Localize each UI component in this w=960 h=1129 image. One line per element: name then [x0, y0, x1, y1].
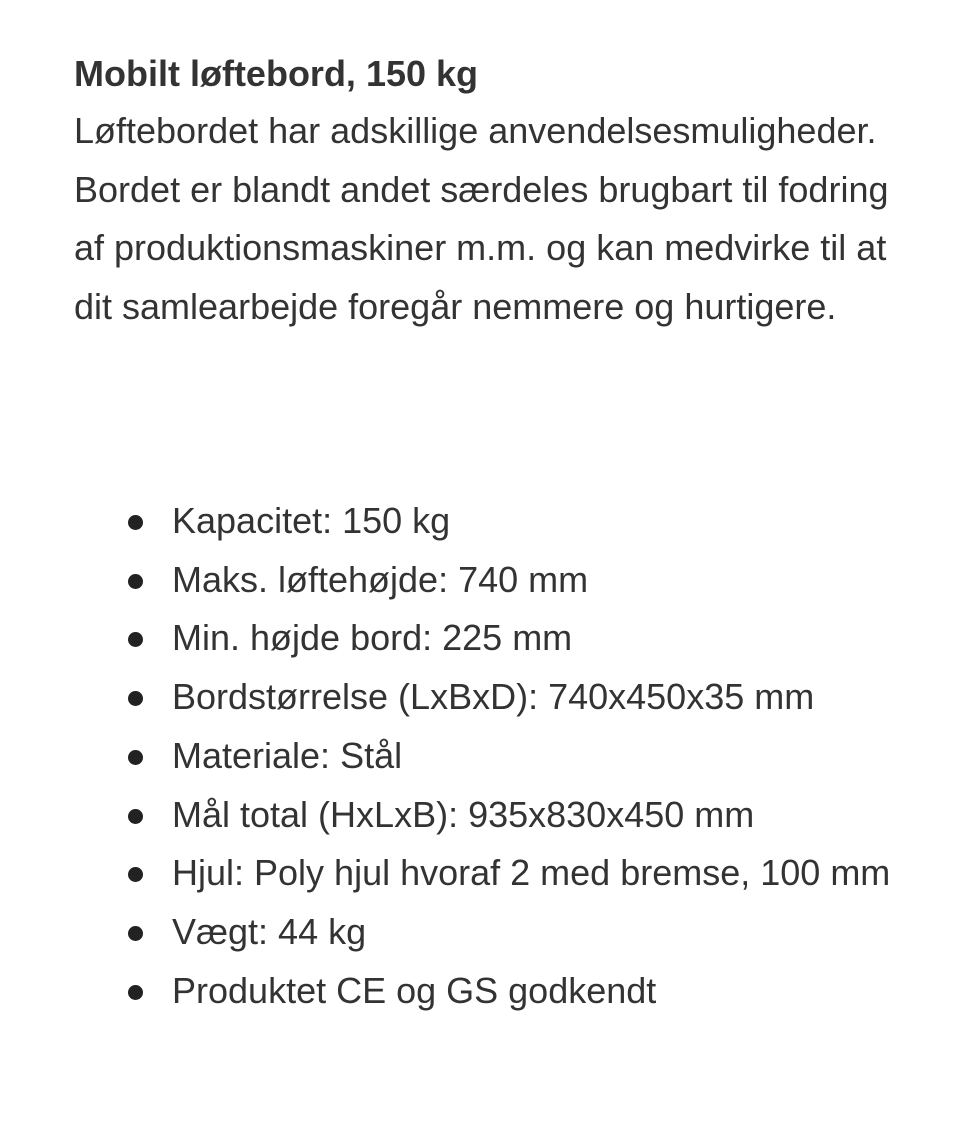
product-title: Mobilt løftebord, 150 kg [74, 53, 479, 94]
bullet-icon [128, 691, 143, 706]
spec-item-max-lift-height [74, 551, 894, 610]
spec-text: Produktet CE og GS godkendt [172, 969, 657, 1011]
bullet-icon [128, 515, 143, 530]
spec-text: Materiale: Stål [172, 734, 403, 776]
spec-item-table-size [74, 668, 894, 727]
bullet-icon [128, 867, 143, 882]
bullet-icon [128, 574, 143, 589]
spec-text: Hjul: Poly hjul hvoraf 2 med bremse, 100 mm [172, 852, 891, 894]
bullet-icon [128, 632, 143, 647]
spec-text: Kapacitet: 150 kg [172, 500, 451, 541]
spec-item-min-height [74, 609, 894, 668]
bullet-icon [128, 809, 143, 824]
bullet-icon [128, 750, 143, 765]
spec-text: Min. højde bord: 225 mm [172, 617, 573, 659]
spec-item-weight [74, 903, 894, 962]
spec-item-material [74, 727, 894, 786]
spec-item-certification [74, 962, 894, 1021]
spec-item-total-dimensions [74, 786, 894, 845]
spec-item-capacity [74, 492, 894, 551]
spec-text: Mål total (HxLxB): 935x830x450 mm [172, 793, 755, 835]
spec-item-wheels [74, 844, 894, 903]
spec-text: Bordstørrelse (LxBxD): 740x450x35 mm [172, 676, 815, 718]
spec-text: Maks. løftehøjde: 740 mm [172, 558, 589, 600]
product-description-text: Løftebordet har adskillige anvendelsesmuligheder. Bordet er blandt andet særdeles brugbart til fodring af produktionsmaskiner m.m. og kan medvirke til at dit samlearbejde foregår nemmere og hurtigere. [74, 110, 889, 327]
bullet-icon [128, 926, 143, 941]
spec-list [74, 492, 894, 1020]
spec-text: Vægt: 44 kg [172, 910, 367, 952]
bullet-icon [128, 985, 143, 1000]
product-description [74, 52, 914, 1011]
